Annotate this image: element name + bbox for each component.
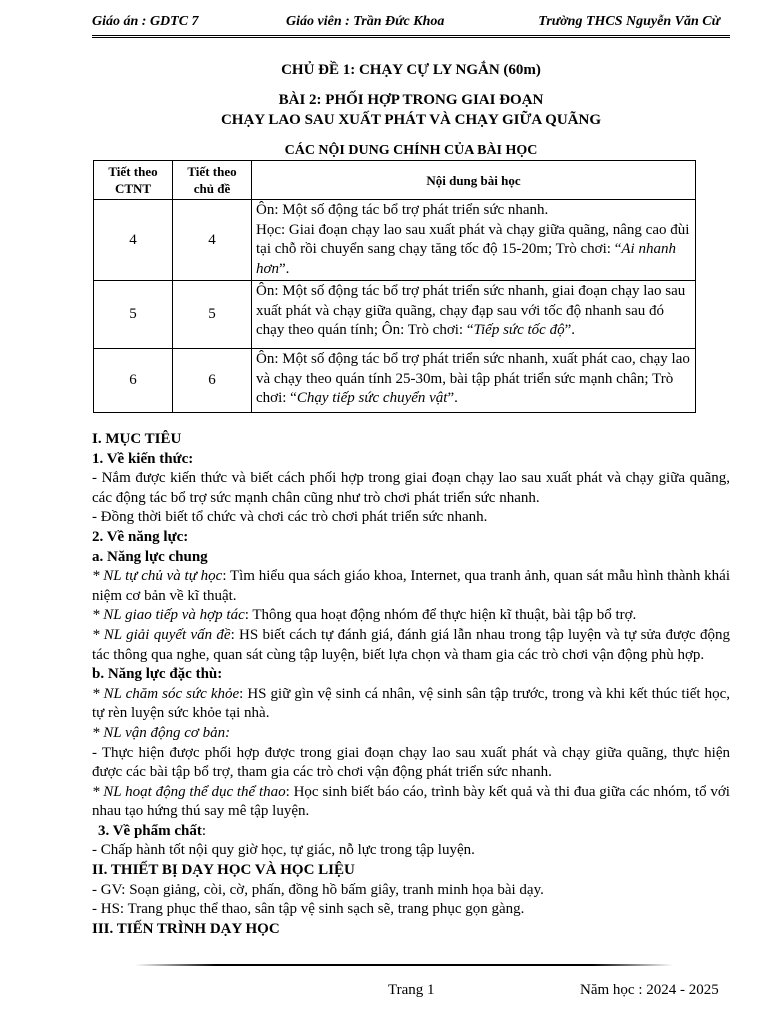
game-name: Tiếp sức tốc độ — [473, 322, 565, 338]
header-school: Trường THCS Nguyễn Văn Cừ — [538, 14, 720, 29]
table-row — [94, 281, 696, 349]
section-heading: III. TIẾN TRÌNH DẠY HỌC — [92, 920, 280, 937]
content-end: ”. — [447, 390, 458, 406]
paragraph-text: : HS biết cách tự đánh giá, đánh giá lẫn nhau trong tập luyện và tự sửa được động tác thông qua nghe, quan sát cùng tập luyện, biết lựa chọn và tham gia các trò chơi vận động phù hợp. — [92, 626, 730, 663]
cell-content — [252, 349, 696, 413]
paragraph-text: : Tìm hiểu qua sách giáo khoa, Internet, qua tranh ảnh, quan sát mẫu hình thành khái niệm cơ bản về kĩ thuật. — [92, 568, 730, 604]
subsection-heading: 2. Về năng lực: — [92, 528, 189, 545]
content-line2: Học: Giai đoạn chạy lao sau xuất phát và chạy giữa quãng, nâng cao đùi tại chỗ rồi chuyển sang chạy tăng tốc độ 15-20m; Trò chơi: “ — [256, 221, 690, 257]
paragraph-label: * NL hoạt động thể dục thể thao — [92, 783, 286, 800]
paragraph — [92, 783, 730, 822]
paragraph-text: : Thông qua hoạt động nhóm để thực hiện kĩ thuật, bài tập bổ trợ. — [244, 607, 637, 624]
cell-chu-de: 4 — [173, 200, 252, 281]
paragraph — [92, 626, 730, 665]
paragraph-label: * NL chăm sóc sức khỏe — [92, 685, 240, 702]
table-title: CÁC NỘI DUNG CHÍNH CỦA BÀI HỌC — [284, 143, 538, 158]
paragraph — [92, 508, 730, 528]
cell-ctnt: 6 — [94, 349, 173, 413]
table-row — [94, 349, 696, 413]
header-chu-de: Tiết theo chủ đề — [173, 161, 252, 200]
table-header-row — [94, 161, 696, 200]
document-titles — [92, 60, 730, 130]
paragraph: - GV: Soạn giảng, còi, cờ, phấn, đồng hồ bấm giây, tranh minh họa bài dạy. — [92, 881, 544, 898]
header-noi-dung: Nội dung bài học — [252, 161, 696, 200]
section-heading: II. THIẾT BỊ DẠY HỌC VÀ HỌC LIỆU — [92, 862, 355, 879]
footer-page-number: Trang 1 — [388, 982, 435, 998]
cell-ctnt: 4 — [94, 200, 173, 281]
paragraph: - Chấp hành tốt nội quy giờ học, tự giác, nỗ lực trong tập luyện. — [92, 842, 475, 859]
lesson-title-line1: BÀI 2: PHỐI HỢP TRONG GIAI ĐOẠN — [278, 92, 544, 108]
paragraph — [92, 567, 730, 606]
section-heading: I. MỤC TIÊU — [92, 431, 182, 447]
paragraph-text: : Học sinh biết báo cáo, trình bày kết quả và thi đua giữa các nhóm, tổ với nhau tạo hứng thú say mê tập luyện. — [92, 783, 730, 820]
subsection-heading: 3. Về phẩm chất: — [98, 822, 207, 839]
footer-school-year: Năm học : 2024 - 2025 — [580, 982, 719, 998]
subsection-heading-text: 3. Về phẩm chất — [98, 822, 202, 839]
header-divider — [92, 35, 730, 38]
header-teacher: Giáo viên : Trần Đức Khoa — [286, 14, 445, 29]
paragraph-label: * NL giải quyết vấn đề — [92, 626, 231, 643]
paragraph-label: * NL giao tiếp và hợp tác — [92, 607, 245, 624]
page-header — [92, 14, 728, 34]
cell-chu-de: 6 — [173, 349, 252, 413]
lesson-title-line2: CHẠY LAO SAU XUẤT PHÁT VÀ CHẠY GIỮA QUÃNG — [220, 112, 602, 128]
cell-chu-de: 5 — [173, 281, 252, 349]
paragraph-label: * NL vận động cơ bản: — [92, 724, 231, 741]
subsection-heading: a. Năng lực chung — [92, 548, 208, 565]
topic-title: CHỦ ĐỀ 1: CHẠY CỰ LY NGẮN (60m) — [281, 62, 541, 78]
lesson-body — [92, 430, 730, 939]
paragraph-text: - Đồng thời biết tổ chức và chơi các trò chơi phát triển sức nhanh. — [92, 509, 488, 526]
content-end: ”. — [564, 322, 576, 338]
cell-ctnt: 5 — [94, 281, 173, 349]
paragraph: - Nắm được kiến thức và biết cách phối hợp trong giai đoạn chạy lao sau xuất phát và chạy giữa quãng, các động tác bổ trợ sức mạnh chân cũng như trò chơi phát triển sức nhanh. — [92, 470, 730, 506]
content-line1: Ôn: Một số động tác bổ trợ phát triển sức nhanh. — [256, 202, 549, 218]
header-subject: Giáo án : GDTC 7 — [92, 14, 199, 29]
game-name: Ai nhanh hơn — [256, 241, 676, 277]
paragraph — [92, 685, 730, 724]
paragraph: - Thực hiện được phối hợp được trong giai đoạn chạy lao sau xuất phát và chạy giữa quãng, thực hiện được các bài tập bổ trợ, tham gia các trò chơi vận động phát triển sức nhanh. — [92, 744, 730, 781]
paragraph: - HS: Trang phục thể thao, sân tập vệ sinh sạch sẽ, trang phục gọn gàng. — [92, 901, 525, 918]
subsection-heading: b. Năng lực đặc thù: — [92, 666, 223, 683]
table-row — [94, 200, 696, 281]
content-line1: Ôn: Một số động tác bổ trợ phát triển sức nhanh, giai đoạn chạy lao sau xuất phát và chạy giữa quãng, chạy đạp sau với tốc độ nhanh sau đó chạy theo quán tính; Ôn: Trò chơi: “ — [256, 283, 686, 338]
paragraph-text: : HS giữ gìn vệ sinh cá nhân, vệ sinh sân tập trước, trong và khi kết thúc tiết học, tự rèn luyện sức khỏe tại nhà. — [92, 685, 731, 722]
paragraph-label: * NL tự chủ và tự học — [92, 568, 223, 585]
subsection-heading: 1. Về kiến thức: — [92, 450, 194, 467]
content-line1: Ôn: Một số động tác bổ trợ phát triển sức nhanh, xuất phát cao, chạy lao và chạy theo quán tính 25-30m, bài tập phát triển sức mạnh chân; Trò chơi: “ — [256, 351, 690, 406]
content-end: ”. — [279, 260, 290, 277]
paragraph — [92, 606, 730, 626]
cell-content — [252, 281, 696, 349]
footer-divider — [135, 964, 673, 966]
game-name: Chạy tiếp sức chuyển vật — [296, 390, 448, 406]
header-ctnt: Tiết theo CTNT — [94, 161, 173, 200]
lesson-content-table — [93, 160, 696, 413]
cell-content — [252, 200, 696, 281]
